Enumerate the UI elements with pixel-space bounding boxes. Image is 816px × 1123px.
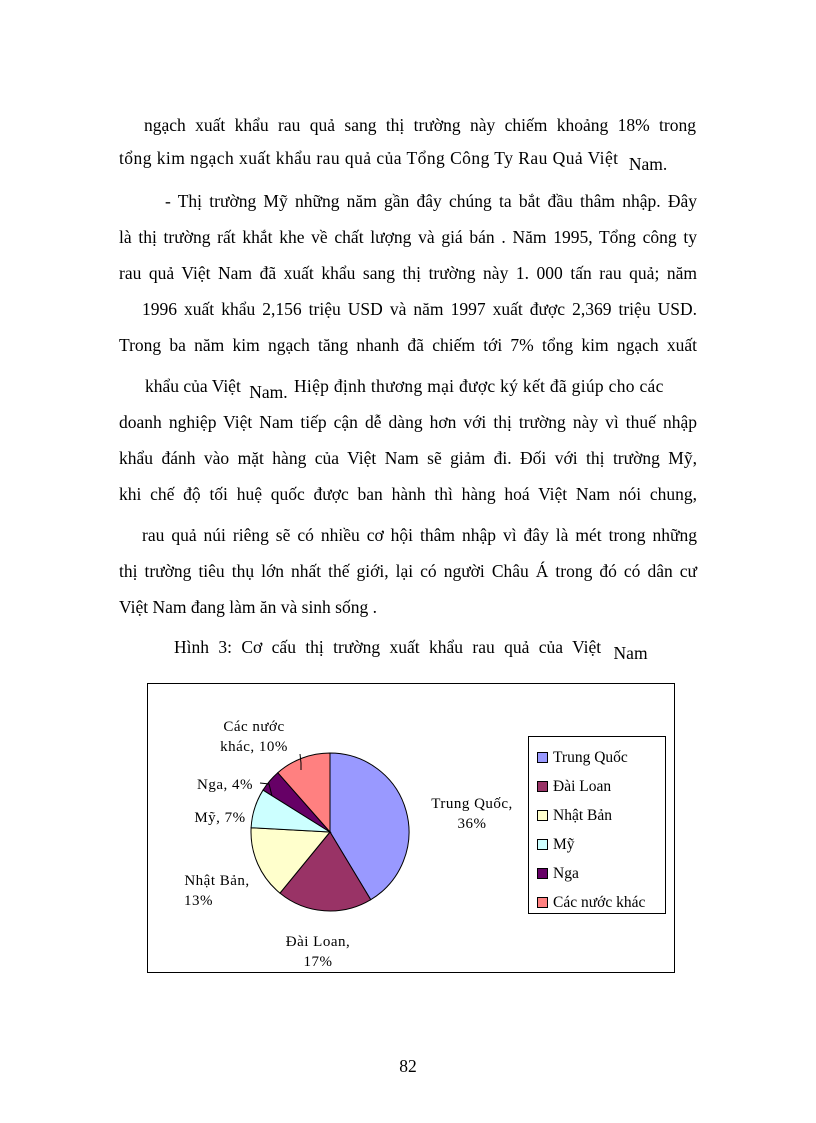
legend-swatch-trung-quoc — [537, 752, 548, 763]
paragraph-line-8-nam: Nam. — [249, 382, 288, 402]
paragraph-line-10: khẩu đánh vào mặt hàng của Việt Nam sẽ giảm đi. Đối với thị trường Mỹ, — [119, 448, 697, 468]
figure-caption-tail: Nam — [613, 643, 648, 663]
slice-label-nga-line1: Nga, 4% — [197, 777, 253, 793]
paragraph-line-14: Việt Nam đang làm ăn và sinh sống . — [119, 597, 377, 617]
slice-label-trung-quoc-line2: 36% — [457, 816, 487, 832]
paragraph-line-8-head: khẩu của Việt — [145, 376, 241, 396]
figure-caption-text: Hình 3: Cơ cấu thị trường xuất khẩu rau quả của Việt — [174, 637, 602, 657]
paragraph-line-12: rau quả núi riêng sẽ có nhiều cơ hội thâm nhập vì đây là mét trong những — [142, 525, 697, 545]
slice-label-cac-nuoc-khac-line1: Các nước — [223, 719, 285, 735]
paragraph-line-5: rau quả Việt Nam đã xuất khẩu sang thị trường này 1. 000 tấn rau quả; năm — [119, 263, 697, 283]
legend-label-cac-nuoc-khac: Các nước khác — [553, 893, 646, 911]
legend-label-nhat-ban: Nhật Bản — [553, 806, 612, 824]
slice-label-my-line1: Mỹ, 7% — [194, 810, 246, 826]
paragraph-line-2 — [119, 146, 668, 174]
paragraph-line-7: Trong ba năm kim ngạch tăng nhanh đã chiếm tới 7% tổng kim ngạch xuất — [119, 335, 697, 355]
slice-label-dai-loan-line2: 17% — [303, 954, 333, 970]
legend-swatch-nhat-ban — [537, 810, 548, 821]
page-number: 82 — [399, 1056, 417, 1076]
legend-item-cac-nuoc-khac — [537, 888, 665, 917]
legend-label-dai-loan: Đài Loan — [553, 777, 612, 795]
legend-item-dai-loan — [537, 772, 665, 801]
legend-label-nga: Nga — [553, 864, 579, 882]
paragraph-line-4: là thị trường rất khắt khe về chất lượng và giá bán . Năm 1995, Tổng công ty — [119, 227, 697, 247]
paragraph-line-8 — [145, 374, 664, 402]
paragraph-line-9: doanh nghiệp Việt Nam tiếp cận dễ dàng hơn với thị trường này vì thuế nhập — [119, 412, 697, 432]
legend-swatch-my — [537, 839, 548, 850]
paragraph-line-11: khi chế độ tối huệ quốc được ban hành thì hàng hoá Việt Nam nói chung, — [119, 484, 697, 504]
slice-label-my — [187, 808, 253, 828]
legend-label-trung-quoc: Trung Quốc — [553, 748, 628, 766]
slice-label-nga — [188, 775, 262, 795]
slice-label-nhat-ban — [170, 871, 264, 911]
chart-legend — [528, 736, 666, 914]
slice-label-dai-loan-line1: Đài Loan, — [285, 934, 351, 950]
paragraph-line-2-tail: Nam. — [628, 154, 668, 174]
slice-label-cac-nuoc-khac — [206, 717, 302, 757]
slice-label-dai-loan — [268, 932, 368, 972]
slice-label-nhat-ban-line1: Nhật Bản, — [184, 873, 250, 889]
paragraph-line-3: - Thị trường Mỹ những năm gần đây chúng ta bắt đầu thâm nhập. Đây — [165, 191, 697, 211]
paragraph-line-13: thị trường tiêu thụ lớn nhất thế giới, lại có người Châu Á trong đó có dân cư — [119, 561, 697, 581]
paragraph-line-8-rest: Hiệp định thương mại được ký kết đã giúp cho các — [293, 376, 664, 396]
legend-swatch-nga — [537, 868, 548, 879]
legend-swatch-cac-nuoc-khac — [537, 897, 548, 908]
paragraph-line-2-text: tổng kim ngạch xuất khẩu rau quả của Tổng Công Ty Rau Quả Việt — [119, 148, 619, 168]
slice-label-trung-quoc-line1: Trung Quốc, — [431, 796, 513, 812]
legend-item-trung-quoc — [537, 743, 665, 772]
figure-caption — [174, 635, 648, 663]
slice-label-cac-nuoc-khac-line2: khác, 10% — [220, 739, 288, 755]
pie-chart — [147, 683, 675, 973]
legend-item-my — [537, 830, 665, 859]
slice-label-trung-quoc — [410, 794, 534, 834]
paragraph-line-1: ngạch xuất khẩu rau quả sang thị trường này chiếm khoảng 18% trong — [144, 115, 696, 135]
slice-label-nhat-ban-line2: 13% — [184, 893, 213, 909]
legend-swatch-dai-loan — [537, 781, 548, 792]
paragraph-line-6: 1996 xuất khẩu 2,156 triệu USD và năm 1997 xuất được 2,369 triệu USD. — [142, 299, 697, 319]
legend-item-nga — [537, 859, 665, 888]
legend-label-my: Mỹ — [553, 835, 575, 853]
legend-item-nhat-ban — [537, 801, 665, 830]
